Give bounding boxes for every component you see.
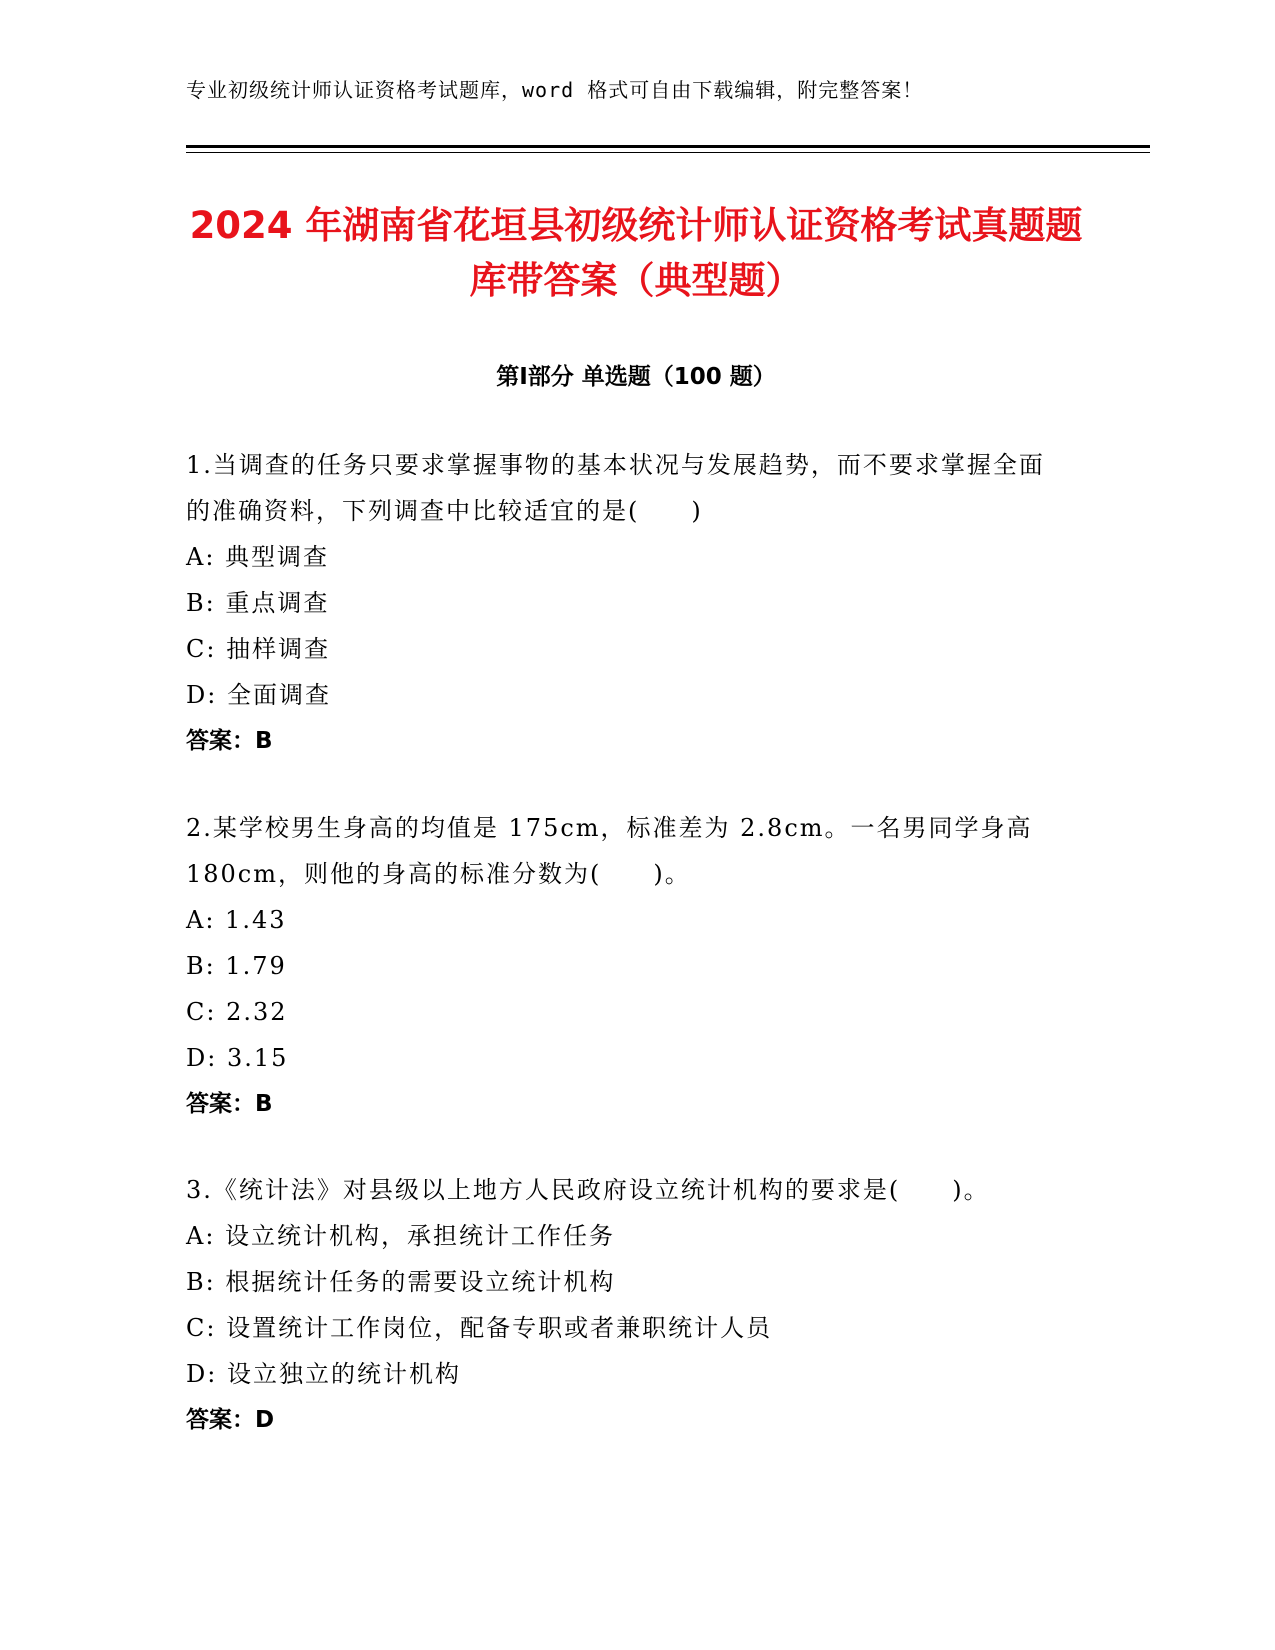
answer: 答案：B: [186, 728, 273, 754]
question-stem: 3.《统计法》对县级以上地方人民政府设立统计机构的要求是( )。: [186, 1176, 990, 1204]
option-a: A: 1.43: [186, 906, 287, 934]
option-d: D: 全面调查: [186, 681, 331, 709]
option-c: C: 设置统计工作岗位，配备专职或者兼职统计人员: [186, 1314, 773, 1342]
option-a: A: 典型调查: [186, 543, 330, 571]
option-b: B: 1.79: [186, 952, 287, 980]
option-b: B: 根据统计任务的需要设立统计机构: [186, 1268, 616, 1296]
option-d: D: 设立独立的统计机构: [186, 1360, 461, 1388]
option-a: A: 设立统计机构，承担统计工作任务: [186, 1222, 616, 1250]
question-stem: 1.当调查的任务只要求掌握事物的基本状况与发展趋势，而不要求掌握全面的准确资料，下列调查中比较适宜的是( ): [186, 451, 1045, 525]
header-note: 专业初级统计师认证资格考试题库，word 格式可自由下载编辑，附完整答案！: [186, 78, 924, 102]
option-b: B: 重点调查: [186, 589, 330, 617]
header-rule-thin: [186, 152, 1150, 153]
section-heading: 第Ⅰ部分 单选题（100 题）: [496, 364, 776, 390]
option-c: C: 2.32: [186, 998, 288, 1026]
answer: 答案：B: [186, 1091, 273, 1117]
header-rule-thick: [186, 145, 1150, 148]
option-c: C: 抽样调查: [186, 635, 331, 663]
question-1: [186, 442, 1066, 764]
question-3: [186, 1167, 1066, 1443]
option-d: D: 3.15: [186, 1044, 289, 1072]
document-title: 2024 年湖南省花垣县初级统计师认证资格考试真题题库带答案（典型题）: [189, 204, 1083, 302]
answer: 答案：D: [186, 1407, 275, 1433]
question-stem: 2.某学校男生身高的均值是 175cm，标准差为 2.8cm。一名男同学身高 180cm，则他的身高的标准分数为( )。: [186, 814, 1033, 888]
question-2: [186, 805, 1066, 1127]
